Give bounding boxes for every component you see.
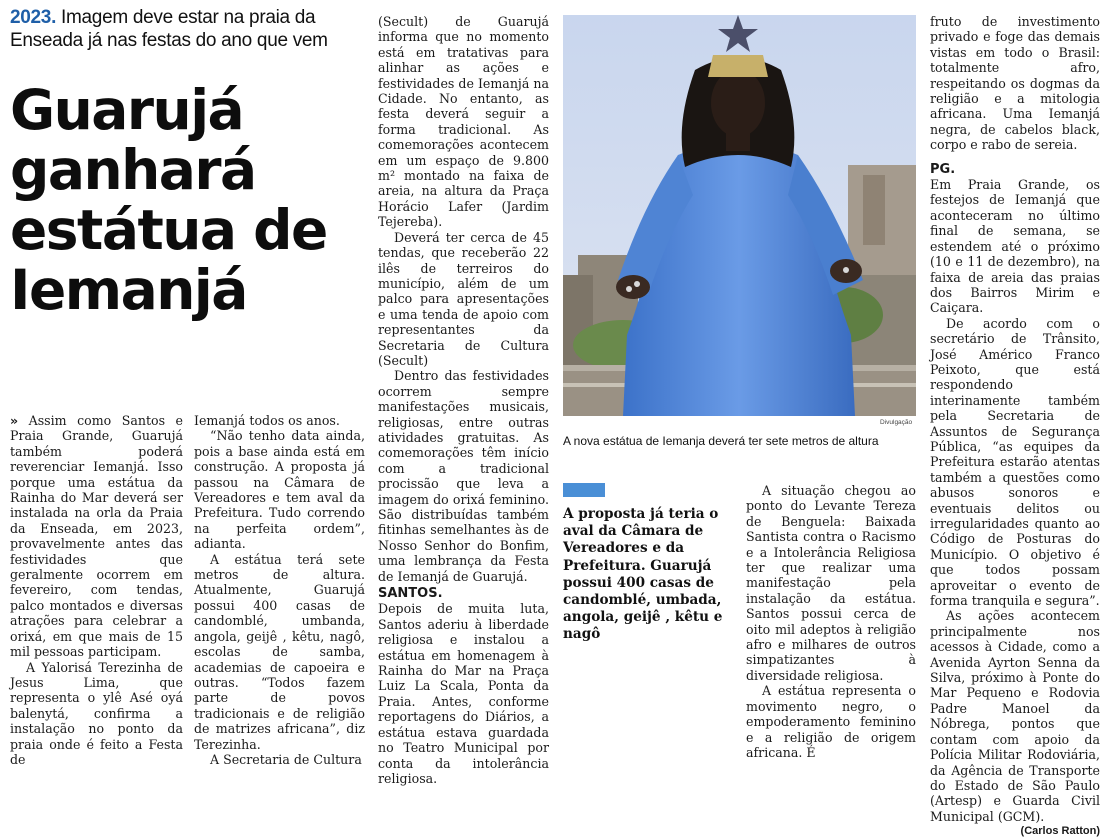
signature: (Carlos Ratton) [1020, 825, 1100, 838]
column-3 [378, 14, 549, 786]
paragraph: As ações acontecem principalmente nos acessos à Cidade, como a Avenida Ayrton Senna da Silva, próximo à Ponte do Mar Pequeno e Rodovia Padre Manoel da Nóbrega, pontos que contam com apoio da Polícia Militar Rodoviária, da Agência de Transporte do Estado de São Paulo (Artesp) e Guarda Civil Municipal (GCM). [930, 608, 1100, 824]
pullquote-bar [563, 483, 605, 497]
kicker [10, 6, 360, 52]
lead-arrow-icon: » [10, 413, 19, 428]
paragraph: De acordo com o secretário de Trânsito, José Américo Franco Peixoto, que está respondendo interinamente também pela Secretaria de Assuntos de Segurança Pública, “as equipes da Prefeitura estarão atentas também a questões como abusos sonoros e eventuais delitos ou irregularidades quanto ao Código de Posturas do Município. O objetivo é que todos possam aproveitar o evento de forma tranquila e segura”. [930, 315, 1100, 609]
paragraph: Iemanjá todos os anos. [194, 413, 340, 428]
paragraph: fruto de investimento privado e foge das demais vistas em todo o Brasil: totalmente afro, respeitando os dogmas da religião e a mitologia africana. Uma Iemanjá negra, de cabelos black, corpo e rabo de sereia. [930, 14, 1100, 153]
paragraph: Dentro das festividades ocorrem sempre manifestações musicais, religiosas, entre outras atividades gratuitas. As comemorações têm início com a tradicional procissão que leva a imagem do orixá feminino. São distribuídas também fitinhas semelhantes às de Nosso Senhor do Bonfim, uma lembrança da Festa de Iemanjá de Guarujá. [378, 368, 549, 584]
column-5 [746, 483, 916, 760]
paragraph: Deverá ter cerca de 45 tendas, que receberão 22 ilês de terreiros do município, além de um palco para apresentações e uma tenda de apoio com representantes da Secretaria de Cultura (Secult) [378, 229, 549, 368]
paragraph: A Secretaria de Cultura [210, 751, 362, 767]
paragraph: A situação chegou ao ponto do Levante Tereza de Benguela: Baixada Santista contra o Racismo e a Intolerância Religiosa ter que realizar uma manifestação pela instalação da estátua. Santos possui cerca de oito mil adeptos à religião afro e milhares de outros simpatizantes à diversidade religiosa. [746, 483, 916, 683]
paragraph: (Secult) de Guarujá informa que no momento está em tratativas para alinhar as ações e festividades de Iemanjá na Cidade. No entanto, as festa deverá seguir a forma tradicional. As comemorações acontecem em um espaço de 9.800 m² montado na faixa de areia, na altura da Praça Horácio Lafer (Jardim Tejereba). [378, 14, 549, 230]
kicker-year: 2023. [10, 7, 57, 28]
subhead-santos: SANTOS. [378, 586, 443, 602]
paragraph: Depois de muita luta, Santos aderiu à liberdade religiosa e instalou a estátua em homenagem à Rainha do Mar na Praça Luiz La Scala, Ponta da Praia. Antes, conforme reportagens do Diários, a estátua estava guardada no Teatro Municipal por conta da intolerância religiosa. [378, 601, 549, 786]
paragraph: A estátua terá sete metros de altura. Atualmente, Guarujá possui 400 casas de candomblé, umbanda, angola, geijê , kêtu, nagô, escolas de samba, academias de capoeira e outras. “Todos fazem parte de povos tradicionais e de religião de matrizes africana”, diz Terezinha. [194, 551, 365, 752]
paragraph: » Assim como Santos e Praia Grande, Guarujá também poderá reverenciar Iemanjá. Isso porque uma estátua da Rainha do Mar deverá ser instalada na orla da Praia da Enseada, em 2023, provavelmente antes das festividades que geralmente ocorrem em fevereiro, com tendas, palco montados e diversas atrações para celebrar a orixá, em que mais de 15 mil pessoas participam. [10, 413, 183, 660]
subhead-pg: PG. [930, 161, 956, 177]
column-6 [930, 14, 1100, 840]
pullquote: A proposta já teria o aval da Câmara de Vereadores e da Prefeitura. Guarujá possui 400 casas de candomblé, umbada, angola, geijê , kêtu e nagô [563, 506, 723, 643]
headline: Guarujá ganhará estátua de Iemanjá [10, 78, 327, 322]
photo-credit: Divulgação [880, 419, 913, 426]
kicker-text: Imagem deve estar na praia da Enseada já nas festas do ano que vem [10, 7, 328, 51]
column-1 [10, 413, 183, 767]
statue-photo [563, 15, 916, 416]
paragraph: “Não tenho data ainda, pois a base ainda está em construção. A proposta já passou na Câmara de Vereadores e tem aval da Prefeitura. Tudo correndo na perfeita ordem”, adianta. [194, 428, 365, 552]
column-2 [194, 413, 365, 767]
photo-caption: A nova estátua de Iemanja deverá ter sete metros de altura [563, 434, 879, 448]
paragraph: A estátua representa o movimento negro, o empoderamento feminino e a religião de origem africana. É [746, 683, 916, 760]
paragraph: A Yalorisá Terezinha de Jesus Lima, que representa o ylê Asé oyá balenytá, confirma a instalação no ponto da praia onde é feito a Festa de [10, 659, 183, 767]
paragraph: Em Praia Grande, os festejos de Iemanjá que aconteceram no último final de semana, se estendem até o próximo (10 e 11 de dezembro), na faixa de areia das praias dos Bairros Mirim e Caiçara. [930, 177, 1100, 316]
